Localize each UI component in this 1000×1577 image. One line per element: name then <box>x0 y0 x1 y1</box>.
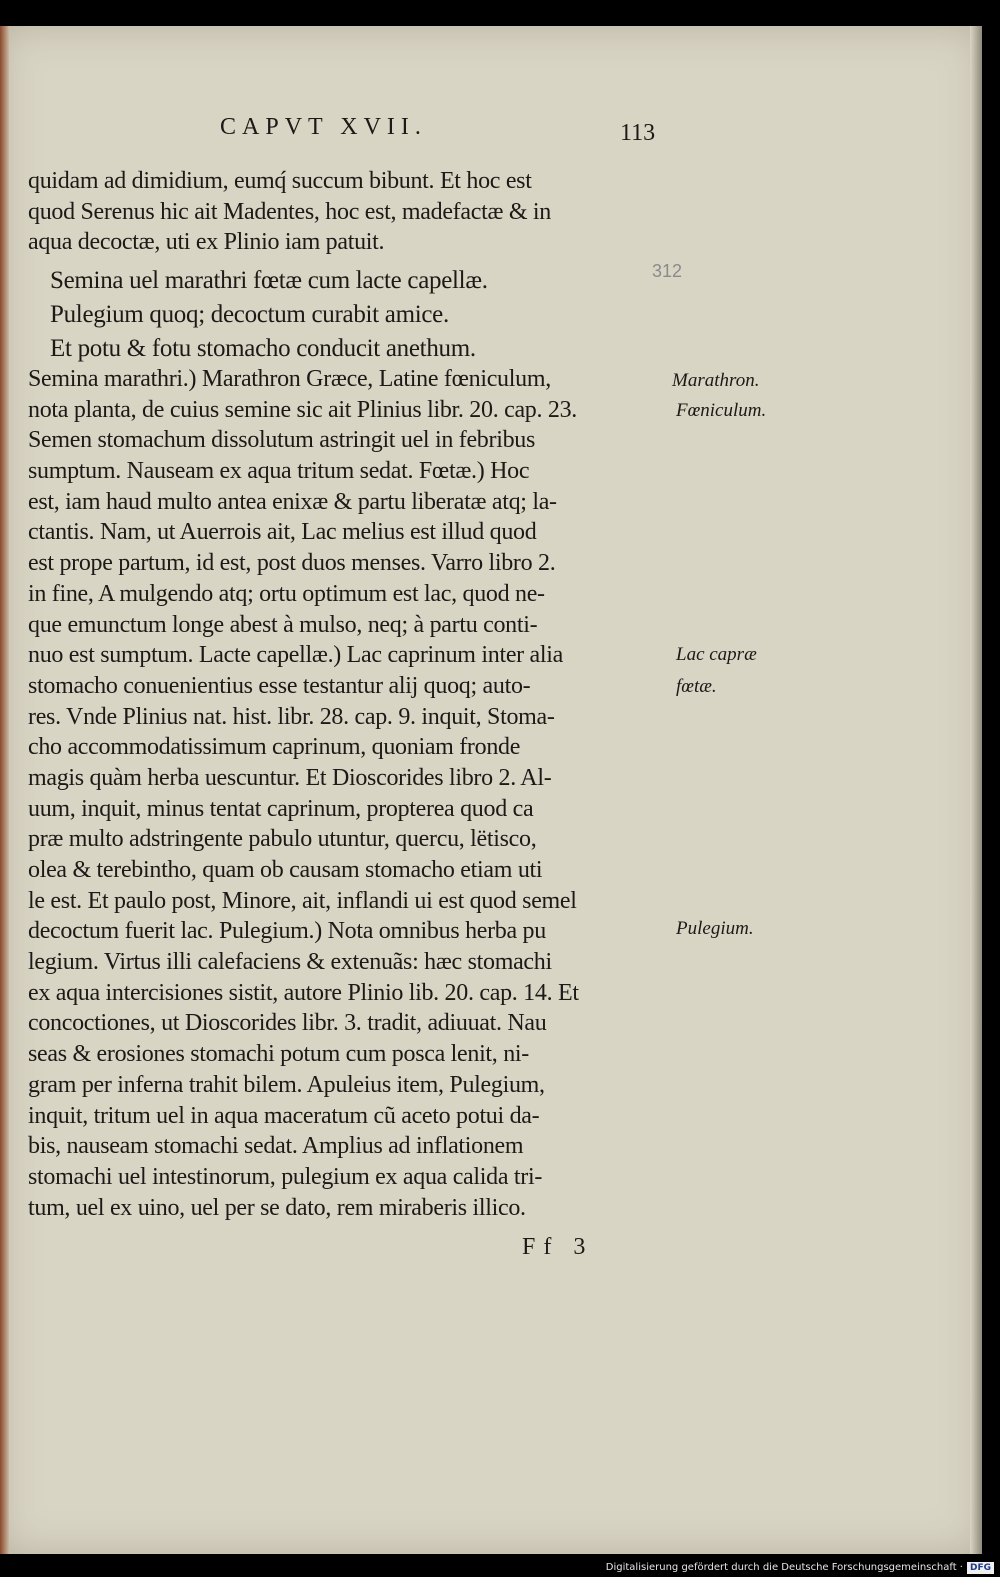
text-line: præ multo adstringente pabulo utuntur, quercu, lëtisco, <box>28 826 537 853</box>
verse-block <box>50 264 488 366</box>
text-line: decoctum fuerit lac. Pulegium.) Nota omnibus herba pu <box>28 918 546 945</box>
text-line: olea & terebintho, quam ob causam stomacho etiam uti <box>28 857 543 883</box>
text-line: le est. Et paulo post, Minore, ait, inflandi ui est quod semel <box>28 887 577 914</box>
text-line: res. Vnde Plinius nat. hist. libr. 28. cap. 9. inquit, Stoma- <box>28 703 555 730</box>
text-line: inquit, tritum uel in aqua maceratum cũ aceto potui da- <box>28 1102 540 1129</box>
text-line: quod Serenus hic ait Madentes, hoc est, madefactæ & in <box>28 198 551 225</box>
text-line: quidam ad dimidium, eumq́ succum bibunt. Et hoc est <box>28 168 532 194</box>
text-line: tum, uel ex uino, uel per se dato, rem miraberis illico. <box>28 1194 526 1221</box>
marginal-note-foete: fœtæ. <box>676 676 717 697</box>
text-line: aqua decoctæ, uti ex Plinio iam patuit. <box>28 229 385 256</box>
marginal-note-pulegium: Pulegium. <box>676 918 754 939</box>
book-page <box>0 26 982 1554</box>
running-header: CAPVT XVII. <box>220 114 427 140</box>
text-line: est, iam haud multo antea enixæ & partu liberatæ atq; la- <box>28 488 557 515</box>
marginal-note-marathron: Marathron. <box>672 370 760 391</box>
text-line: gram per inferna trahit bilem. Apuleius item, Pulegium, <box>28 1071 545 1098</box>
verse-line: Pulegium quoq; decoctum curabit amice. <box>50 301 449 328</box>
continued-paragraph <box>28 166 551 258</box>
text-line: est prope partum, id est, post duos menses. Varro libro 2. <box>28 550 556 577</box>
text-line: ex aqua intercisiones sistit, autore Plinio lib. 20. cap. 14. Et <box>28 979 579 1006</box>
text-line: uum, inquit, minus tentat caprinum, propterea quod ca <box>28 795 534 822</box>
text-line: Semina marathri.) Marathron Græce, Latine fœniculum, <box>28 366 551 392</box>
verse-line: Et potu & fotu stomacho conducit anethum. <box>50 335 476 362</box>
text-line: bis, nauseam stomachi sedat. Amplius ad inflationem <box>28 1133 524 1160</box>
text-line: legium. Virtus illi calefaciens & extenuãs: hæc stomachi <box>28 949 552 976</box>
marginal-note-foeniculum: Fœniculum. <box>676 400 767 421</box>
signature-mark: Ff 3 <box>522 1234 594 1260</box>
marginal-note-lac-capre: Lac capræ <box>676 644 757 665</box>
verse-line: Semina uel marathri fœtæ cum lacte capellæ. <box>50 267 488 294</box>
text-line: nuo est sumptum. Lacte capellæ.) Lac caprinum inter alia <box>28 642 564 669</box>
text-line: Semen stomachum dissolutum astringit uel in febribus <box>28 427 536 454</box>
text-line: sumptum. Nauseam ex aqua tritum sedat. Fœtæ.) Hoc <box>28 458 530 485</box>
page-number: 113 <box>620 120 656 146</box>
digitization-footer <box>606 1560 994 1575</box>
text-line: cho accommodatissimum caprinum, quoniam fronde <box>28 734 521 761</box>
text-line: stomachi uel intestinorum, pulegium ex aqua calida tri- <box>28 1163 543 1190</box>
text-line: que emunctum longe abest à mulso, neq; à partu conti- <box>28 611 538 638</box>
dfg-logo: DFG <box>967 1562 994 1574</box>
text-line: in fine, A mulgendo atq; ortu optimum est lac, quod ne- <box>28 580 545 607</box>
text-line: stomacho conuenientius esse testantur alij quoq; auto- <box>28 672 531 699</box>
commentary-text <box>28 364 579 1223</box>
text-line: concoctiones, ut Dioscorides libr. 3. tradit, adiuuat. Nau <box>28 1010 547 1037</box>
text-line: seas & erosiones stomachi potum cum posca lenit, ni- <box>28 1041 529 1068</box>
funding-credit: Digitalisierung gefördert durch die Deutsche Forschungsgemeinschaft · <box>605 1562 963 1573</box>
text-line: ctantis. Nam, ut Auerrois ait, Lac melius est illud quod <box>28 519 537 546</box>
pencil-note: 312 <box>652 261 683 281</box>
text-line: magis quàm herba uescuntur. Et Dioscorides libro 2. Al- <box>28 764 552 791</box>
text-line: nota planta, de cuius semine sic ait Plinius libr. 20. cap. 23. <box>28 396 578 423</box>
